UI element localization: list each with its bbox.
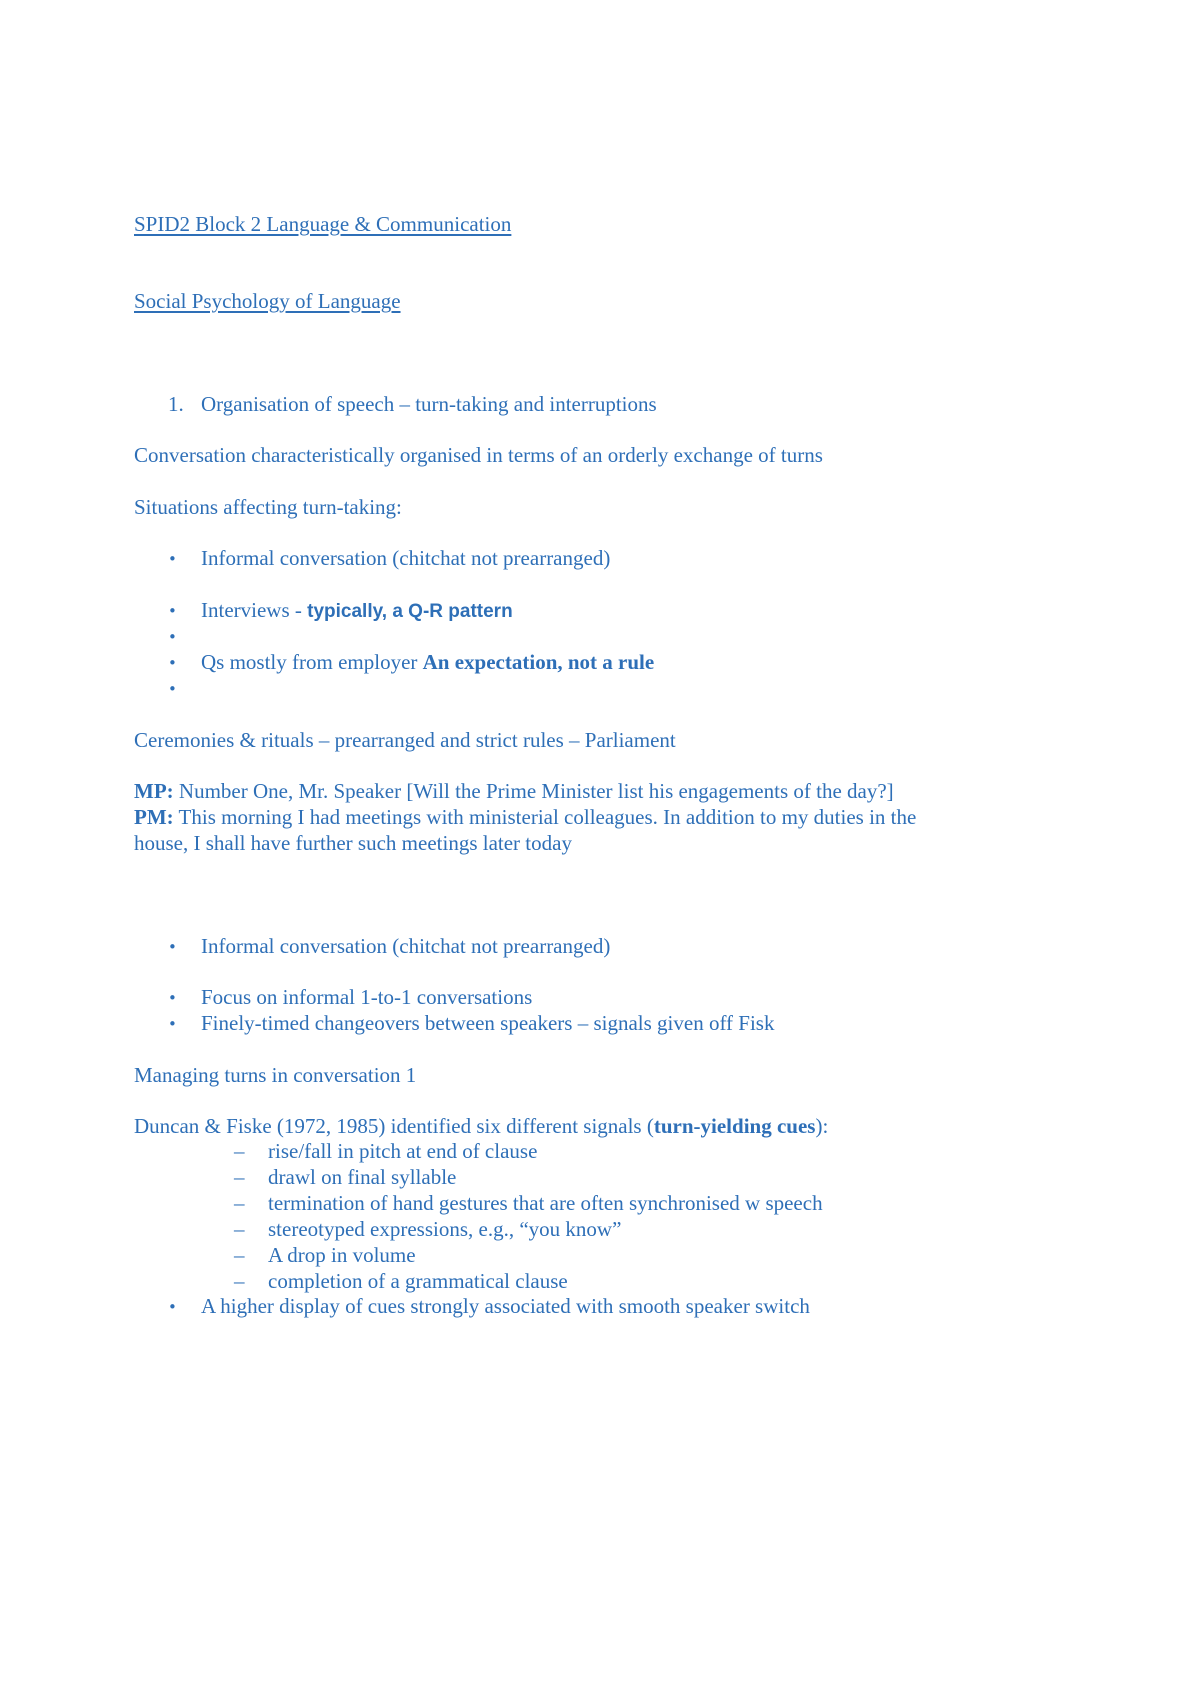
bullet-marker: •: [168, 550, 177, 568]
bullet-marker: •: [168, 989, 177, 1007]
duncan-emphasis: turn-yielding cues: [653, 1114, 816, 1138]
interviews-emphasis: typically, a Q-R pattern: [307, 601, 513, 622]
bullet-item-informal-conversation-2: Informal conversation (chitchat not prearranged): [201, 934, 611, 958]
bullet-item-changeovers: Finely-timed changeovers between speakers – signals given off Fisk: [201, 1011, 775, 1035]
section-number: 1.: [168, 392, 184, 416]
duncan-paragraph: [134, 1116, 828, 1137]
bullet-item-questions: [201, 652, 654, 673]
dialogue-pm-line: [134, 807, 916, 828]
bullet-item-higher-display: A higher display of cues strongly associated with smooth speaker switch: [201, 1294, 810, 1318]
cue-item: drawl on final syllable: [268, 1165, 457, 1189]
cue-item: completion of a grammatical clause: [268, 1269, 568, 1293]
managing-heading: Managing turns in conversation 1: [134, 1063, 417, 1087]
interviews-prefix: Interviews -: [201, 598, 308, 622]
dash-marker: –: [234, 1139, 245, 1163]
section-heading: Organisation of speech – turn-taking and interruptions: [201, 392, 657, 416]
bullet-item-focus: Focus on informal 1-to-1 conversations: [201, 985, 533, 1009]
cue-item: rise/fall in pitch at end of clause: [268, 1139, 538, 1163]
dash-marker: –: [234, 1165, 245, 1189]
situations-label: Situations affecting turn-taking:: [134, 495, 402, 519]
bullet-marker-empty: •: [168, 628, 177, 646]
dash-marker: –: [234, 1217, 245, 1241]
questions-prefix: Qs mostly from employer: [201, 650, 423, 674]
document-subtitle: Social Psychology of Language: [134, 289, 401, 313]
duncan-suffix: ):: [815, 1114, 829, 1138]
dash-marker: –: [234, 1269, 245, 1293]
bullet-marker: •: [168, 1298, 177, 1316]
bullet-marker: •: [168, 654, 177, 672]
mp-text: Number One, Mr. Speaker [Will the Prime Minister list his engagements of the day?]: [173, 779, 894, 803]
pm-label: PM:: [134, 805, 174, 829]
questions-emphasis: An expectation, not a rule: [422, 650, 655, 674]
intro-paragraph: Conversation characteristically organised in terms of an orderly exchange of turns: [134, 443, 823, 467]
cue-item: A drop in volume: [268, 1243, 416, 1267]
bullet-marker: •: [168, 1015, 177, 1033]
pm-text: This morning I had meetings with ministerial colleagues. In addition to my duties in the: [173, 805, 917, 829]
dialogue-pm-continuation: house, I shall have further such meetings later today: [134, 831, 572, 855]
bullet-item-informal-conversation: Informal conversation (chitchat not prearranged): [201, 546, 611, 570]
dialogue-mp-line: [134, 781, 894, 802]
ceremonies-paragraph: Ceremonies & rituals – prearranged and strict rules – Parliament: [134, 728, 676, 752]
bullet-marker-empty: •: [168, 680, 177, 698]
document-title: SPID2 Block 2 Language & Communication: [134, 212, 512, 236]
cue-item: termination of hand gestures that are often synchronised w speech: [268, 1191, 823, 1215]
bullet-marker: •: [168, 602, 177, 620]
duncan-prefix: Duncan & Fiske (1972, 1985) identified six different signals (: [134, 1114, 654, 1138]
cue-item: stereotyped expressions, e.g., “you know”: [268, 1217, 622, 1241]
mp-label: MP:: [134, 779, 174, 803]
dash-marker: –: [234, 1243, 245, 1267]
dash-marker: –: [234, 1191, 245, 1215]
bullet-marker: •: [168, 938, 177, 956]
bullet-item-interviews: [201, 600, 513, 621]
